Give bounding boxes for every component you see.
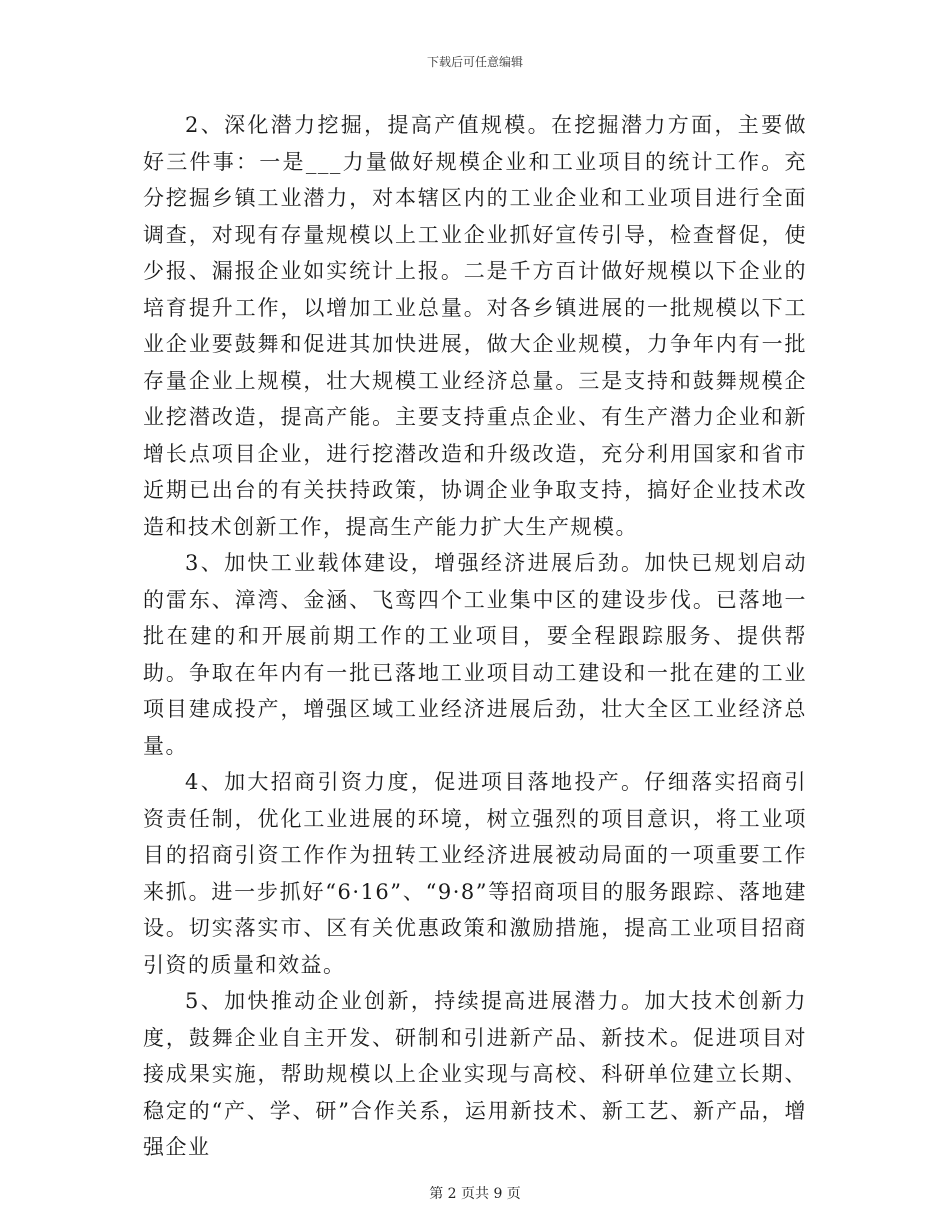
paragraph-3: 3、加快工业载体建设，增强经济进展后劲。加快已规划启动的雷东、漳湾、金涵、飞鸾四个工业集中区的建设步伐。已落地一批在建的和开展前期工作的工业项目，要全程跟踪服务、提供帮助。争取在年内有一批已落地工业项目动工建设和一批在建的工业项目建成投产，增强区域工业经济进展后劲，壮大全区工业经济总量。	[143, 551, 807, 758]
document-body	[143, 107, 807, 1166]
page-header: 下载后可任意编辑	[426, 55, 523, 69]
paragraph-4: 4、加大招商引资力度，促进项目落地投产。仔细落实招商引资责任制，优化工业进展的环境，树立强烈的项目意识，将工业项目的招商引资工作作为扭转工业经济进展被动局面的一项重要工作来抓。进一步抓好“6·16”、“9·8”等招商项目的服务跟踪、落地建设。切实落实市、区有关优惠政策和激励措施，提高工业项目招商引资的质量和效益。	[143, 770, 807, 977]
paragraph-2: 2、深化潜力挖掘，提高产值规模。在挖掘潜力方面，主要做好三件事：一是___力量做好规模企业和工业项目的统计工作。充分挖掘乡镇工业潜力，对本辖区内的工业企业和工业项目进行全面调查，对现有存量规模以上工业企业抓好宣传引导，检查督促，使少报、漏报企业如实统计上报。二是千方百计做好规模以下企业的培育提升工作，以增加工业总量。对各乡镇进展的一批规模以下工业企业要鼓舞和促进其加快进展，做大企业规模，力争年内有一批存量企业上规模，壮大规模工业经济总量。三是支持和鼓舞规模企业挖潜改造，提高产能。主要支持重点企业、有生产潜力企业和新增长点项目企业，进行挖潜改造和升级改造，充分利用国家和省市近期已出台的有关扶持政策，协调企业争取支持，搞好企业技术改造和技术创新工作，提高生产能力扩大生产规模。	[143, 113, 807, 539]
page-footer: 第 2 页共 9 页	[429, 1186, 521, 1202]
paragraph-5: 5、加快推动企业创新，持续提高进展潜力。加大技术创新力度，鼓舞企业自主开发、研制和引进新产品、新技术。促进项目对接成果实施，帮助规模以上企业实现与高校、科研单位建立长期、稳定的“产、学、研”合作关系，运用新技术、新工艺、新产品，增强企业	[143, 989, 807, 1159]
